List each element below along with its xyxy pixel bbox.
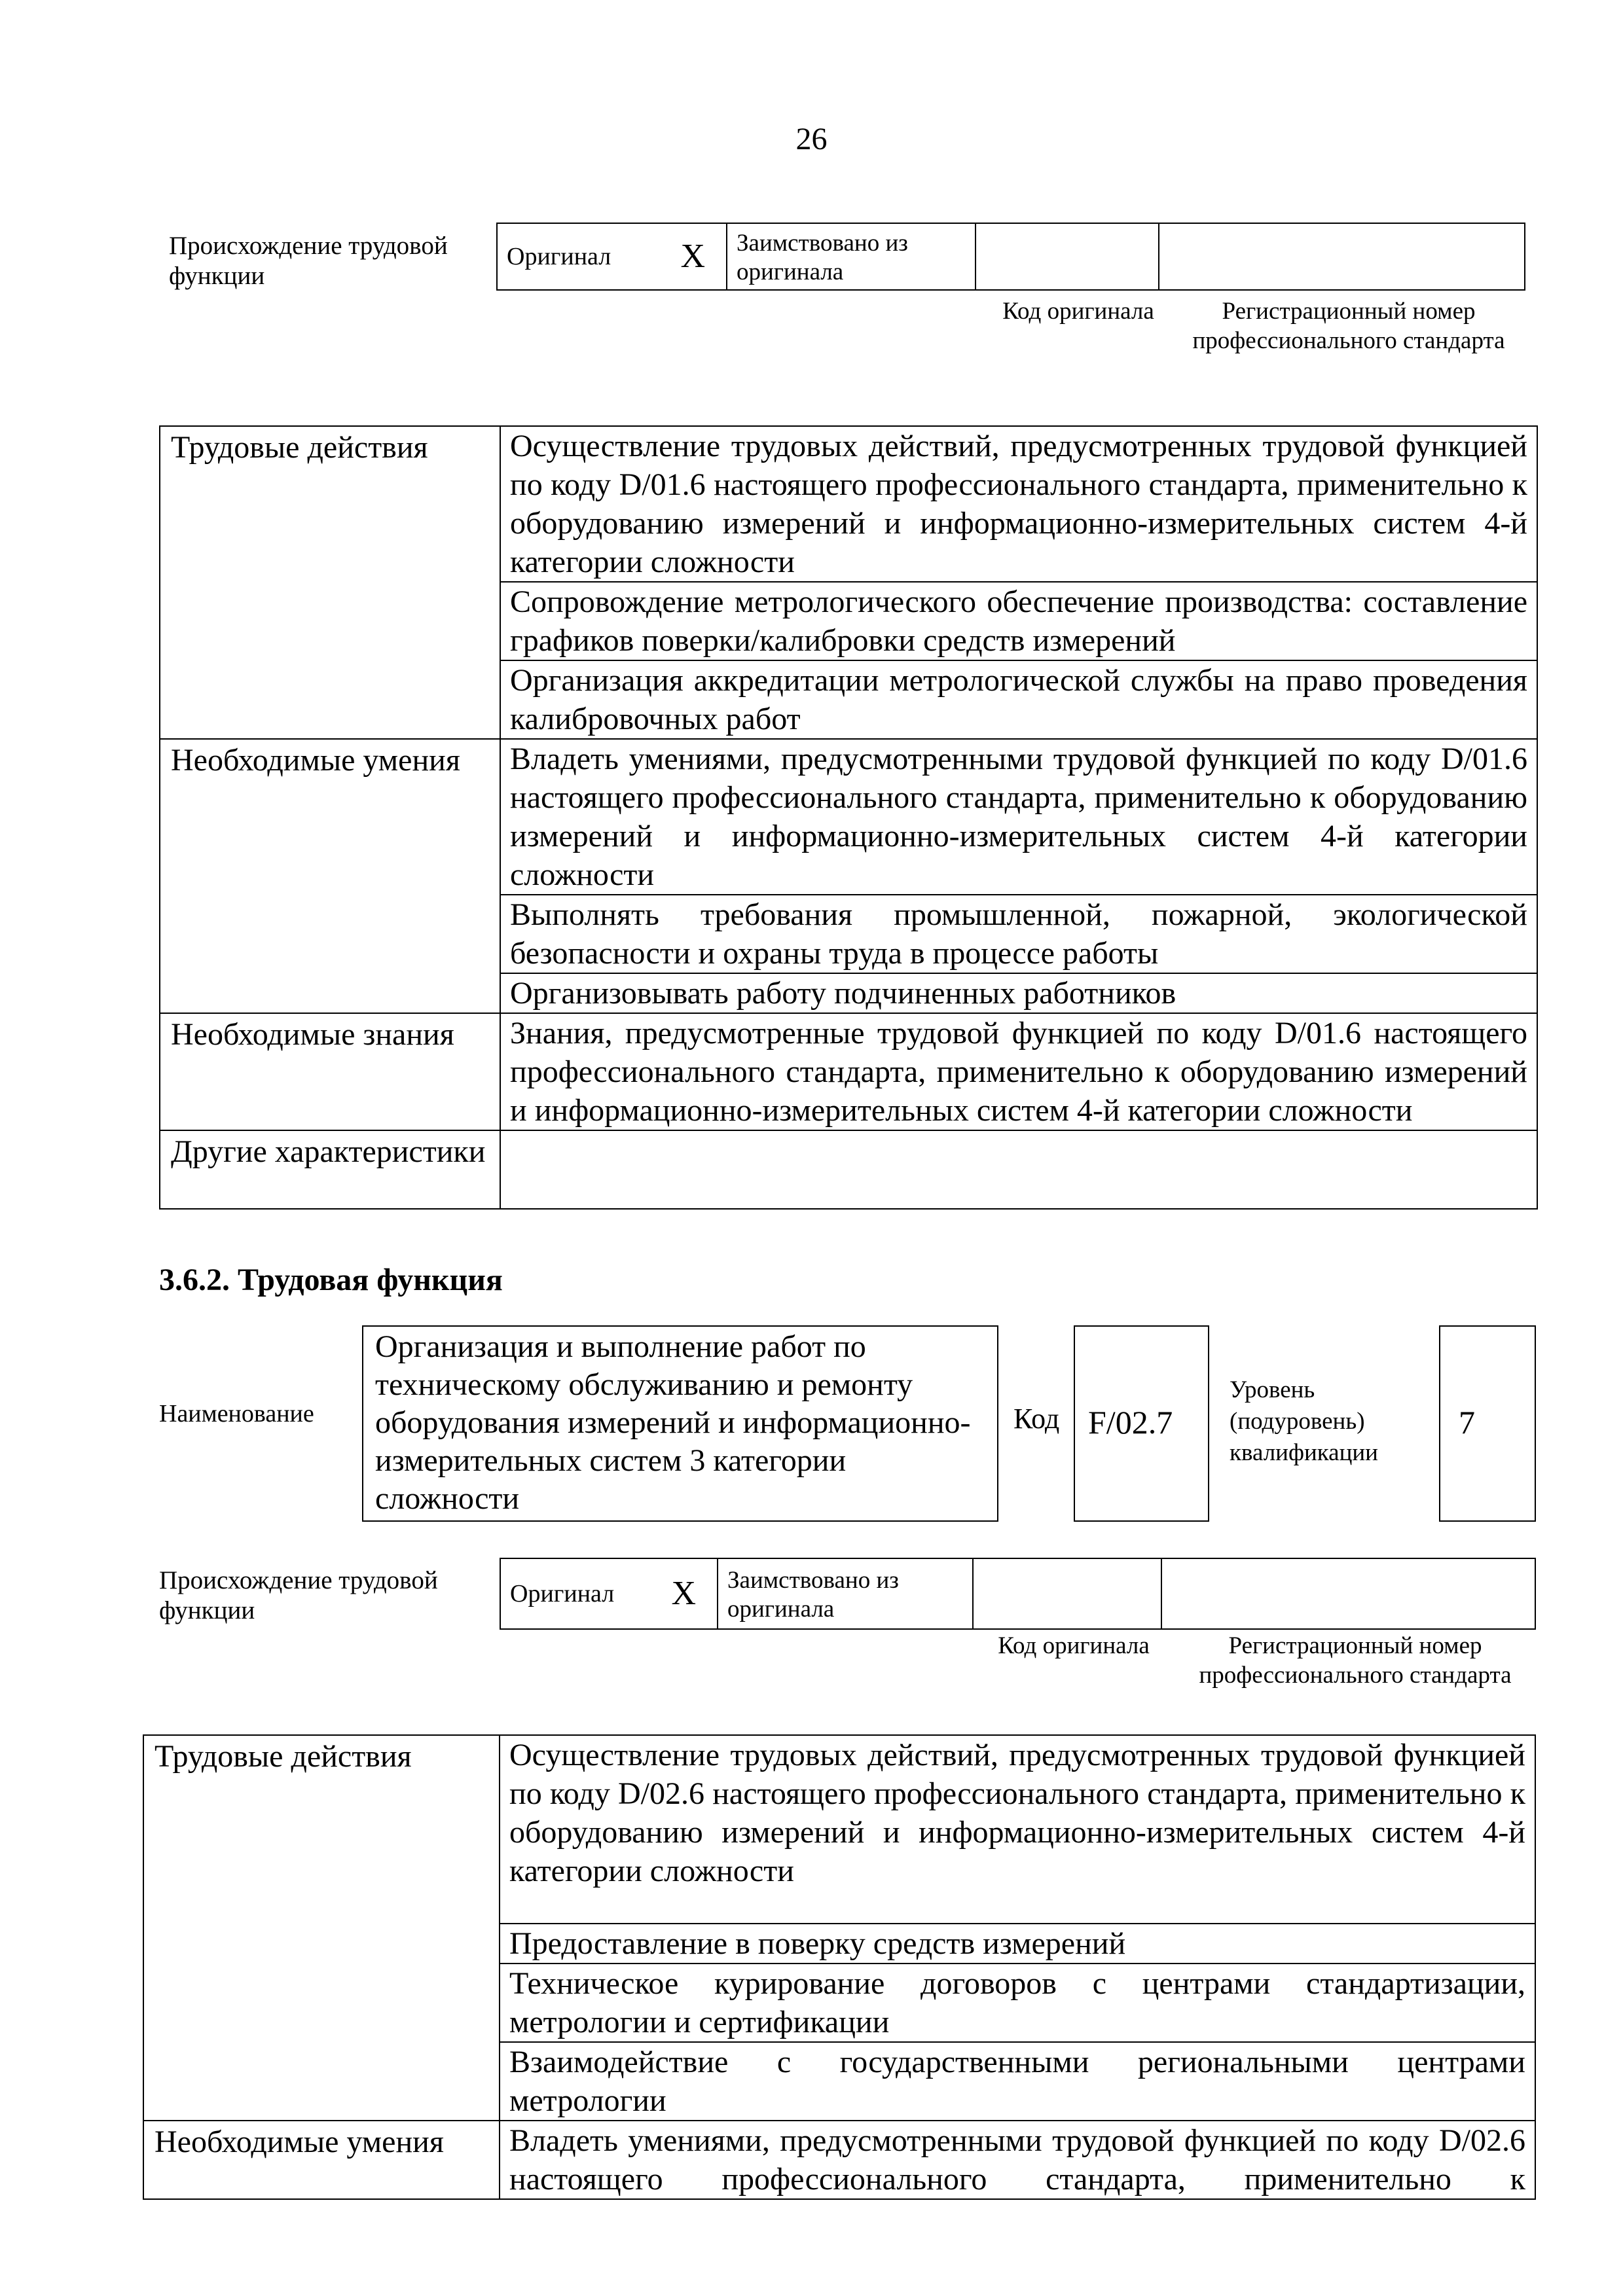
table-cell: Организация аккредитации метрологической службы на право проведения калибровочных работ <box>500 660 1537 739</box>
origin-table <box>496 223 1525 291</box>
table-cell: Осуществление трудовых действий, предусмотренных трудовой функцией по коду D/02.6 настоящего профессионального стандарта, применительно к оборудованию измерений и информационно-измерительных систем 4-й категории сложности <box>500 1735 1535 1924</box>
row-header-skills: Необходимые умения <box>143 2121 500 2199</box>
registration-caption: Регистрационный номер профессионального стандарта <box>1192 298 1505 354</box>
table-cell <box>500 1130 1537 1209</box>
row-header-skills: Необходимые умения <box>160 739 500 1013</box>
original-mark: X <box>650 1558 718 1629</box>
origin-table <box>500 1558 1536 1630</box>
table-cell: Организовывать работу подчиненных работников <box>500 973 1537 1013</box>
row-header-knowledge: Необходимые знания <box>160 1013 500 1130</box>
function-code: F/02.7 <box>1088 1404 1173 1441</box>
original-cell: Оригинал <box>500 1558 650 1629</box>
registration-number-cell <box>1161 1558 1535 1629</box>
name-label: Наименование <box>159 1400 314 1427</box>
function-details-table <box>143 1734 1536 2200</box>
row-header-actions: Трудовые действия <box>143 1735 500 2121</box>
borrowed-cell: Заимствовано из оригинала <box>718 1558 973 1629</box>
registration-number-cell <box>1159 223 1525 290</box>
table-cell: Осуществление трудовых действий, предусмотренных трудовой функцией по коду D/01.6 настоящего профессионального стандарта, применительно к оборудованию измерений и информационно-измерительных систем 4-й категории сложности <box>500 426 1537 582</box>
code-caption: Код оригинала <box>1002 298 1154 325</box>
row-header-other: Другие характеристики <box>160 1130 500 1209</box>
origin-label: Происхождение трудовой функции <box>159 1566 438 1624</box>
table-cell: Сопровождение метрологического обеспечение производства: составление графиков поверки/калибровки средств измерений <box>500 582 1537 660</box>
table-cell: Выполнять требования промышленной, пожарной, экологической безопасности и охраны труда в процессе работы <box>500 895 1537 973</box>
code-caption: Код оригинала <box>998 1632 1150 1659</box>
original-code-cell <box>976 223 1159 290</box>
code-label: Код <box>1013 1403 1060 1435</box>
level-label: Уровень (подуровень) квалификации <box>1230 1376 1378 1466</box>
qualification-level: 7 <box>1459 1404 1475 1441</box>
original-cell: Оригинал <box>497 223 650 290</box>
function-name: Организация и выполнение работ по техническому обслуживанию и ремонту оборудования измерений и информационно-измерительных систем 3 категории сложности <box>362 1325 998 1522</box>
row-header-actions: Трудовые действия <box>160 426 500 739</box>
level-box <box>1439 1325 1536 1522</box>
table-cell: Предоставление в поверку средств измерений <box>500 1924 1535 1964</box>
table-cell: Взаимодействие с государственными региональными центрами метрологии <box>500 2042 1535 2121</box>
origin-label: Происхождение трудовой функции <box>169 232 448 290</box>
original-code-cell <box>973 1558 1161 1629</box>
section-title: 3.6.2. Трудовая функция <box>159 1263 503 1297</box>
table-cell: Знания, предусмотренные трудовой функцией по коду D/01.6 настоящего профессионального стандарта, применительно к оборудованию измерений и информационно-измерительных систем 4-й категории сложности <box>500 1013 1537 1130</box>
code-box <box>1074 1325 1209 1522</box>
borrowed-cell: Заимствовано из оригинала <box>727 223 976 290</box>
table-cell: Техническое курирование договоров с центрами стандартизации, метрологии и сертификации <box>500 1964 1535 2042</box>
table-cell: Владеть умениями, предусмотренными трудовой функцией по коду D/01.6 настоящего профессионального стандарта, применительно к оборудованию измерений и информационно-измерительных систем 4-й категории сложности <box>500 739 1537 895</box>
table-cell: Владеть умениями, предусмотренными трудовой функцией по коду D/02.6 настоящего профессионального стандарта, применительно к <box>500 2121 1535 2199</box>
registration-caption: Регистрационный номер профессионального стандарта <box>1199 1632 1512 1689</box>
page-number: 26 <box>795 122 828 156</box>
original-mark: X <box>650 223 727 290</box>
function-details-table <box>159 425 1538 1210</box>
